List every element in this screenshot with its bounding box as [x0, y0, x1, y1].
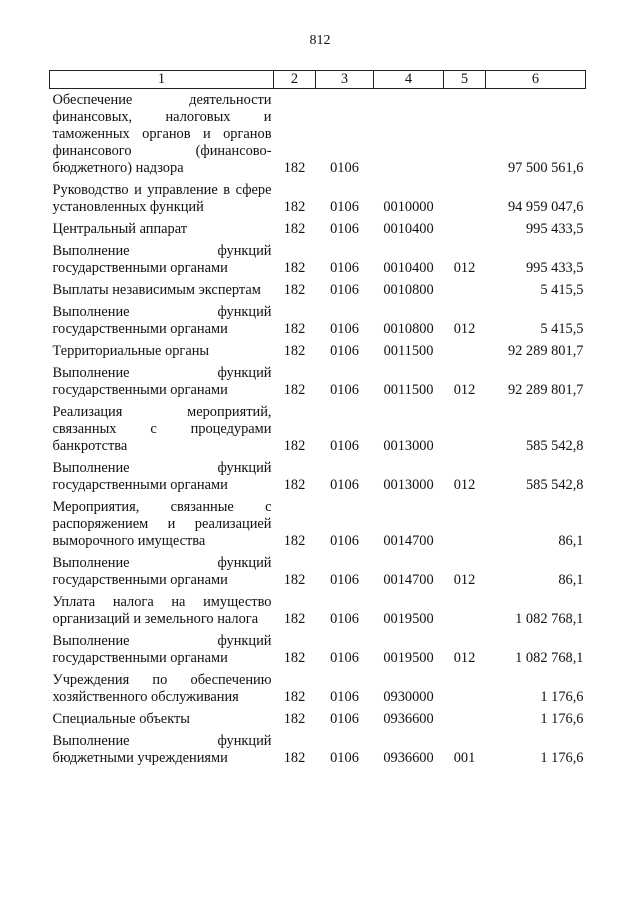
row-expense-code: [444, 401, 486, 457]
row-name: Мероприятия, связанные с распоряжением и реализацией выморочного имущества: [52, 499, 272, 549]
table-row: [50, 240, 586, 279]
row-amount: 92 289 801,7: [507, 382, 584, 398]
row-gr-code: 182: [283, 382, 306, 398]
row-target-code: 0014700: [383, 533, 434, 549]
row-expense-code: [444, 496, 486, 552]
table-row: [50, 301, 586, 340]
row-target-code: 0011500: [383, 343, 434, 359]
row-gr-code: 182: [283, 438, 306, 454]
row-name: Реализация мероприятий, связанных с процедурами банкротства: [52, 404, 272, 454]
row-section-code: 0106: [330, 689, 359, 705]
row-gr-code: 182: [283, 160, 306, 176]
row-target-code: 0010400: [383, 221, 434, 237]
row-section-code: 0106: [330, 750, 359, 766]
table-row: [50, 89, 586, 180]
row-target-code: 0936600: [383, 711, 434, 727]
header-col-5: 5: [444, 71, 486, 89]
header-row: [50, 71, 586, 89]
row-expense-code: [444, 179, 486, 218]
row-amount: 1 176,6: [540, 689, 584, 705]
row-section-code: 0106: [330, 199, 359, 215]
row-expense-code: [444, 591, 486, 630]
row-amount: 585 542,8: [525, 438, 584, 454]
row-amount: 585 542,8: [525, 477, 584, 493]
row-gr-code: 182: [283, 750, 306, 766]
row-expense-code: 012: [453, 572, 476, 588]
row-target-code: 0019500: [383, 650, 434, 666]
row-expense-code: 012: [453, 382, 476, 398]
header-col-6: 6: [486, 71, 586, 89]
row-name: Уплата налога на имущество организаций и земельного налога: [52, 594, 272, 627]
table-row: [50, 218, 586, 240]
table-row: [50, 362, 586, 401]
table-row: [50, 730, 586, 769]
row-expense-code: 012: [453, 321, 476, 337]
row-section-code: 0106: [330, 477, 359, 493]
row-expense-code: [444, 89, 486, 180]
row-name: Выполнение функций бюджетными учреждениями: [52, 733, 272, 766]
row-gr-code: 182: [283, 689, 306, 705]
row-gr-code: 182: [283, 221, 306, 237]
header-col-1: 1: [50, 71, 274, 89]
row-name: Выполнение функций государственными органами: [52, 304, 272, 337]
header-col-2: 2: [274, 71, 316, 89]
row-target-code: [374, 89, 444, 180]
row-expense-code: 012: [453, 260, 476, 276]
budget-table: [49, 70, 586, 769]
row-gr-code: 182: [283, 611, 306, 627]
table-row: [50, 401, 586, 457]
row-section-code: 0106: [330, 382, 359, 398]
table-row: [50, 669, 586, 708]
row-section-code: 0106: [330, 711, 359, 727]
row-section-code: 0106: [330, 260, 359, 276]
page-number: 812: [309, 33, 331, 48]
row-target-code: 0013000: [383, 477, 434, 493]
row-target-code: 0014700: [383, 572, 434, 588]
row-name: Выполнение функций государственными органами: [52, 460, 272, 493]
row-target-code: 0010000: [383, 199, 434, 215]
row-expense-code: [444, 669, 486, 708]
row-name: Территориальные органы: [52, 343, 210, 359]
row-target-code: 0930000: [383, 689, 434, 705]
row-amount: 86,1: [558, 533, 584, 549]
row-name: Выполнение функций государственными органами: [52, 243, 272, 276]
table-row: [50, 708, 586, 730]
row-expense-code: 012: [453, 477, 476, 493]
row-section-code: 0106: [330, 572, 359, 588]
table-row: [50, 340, 586, 362]
row-name: Учреждения по обеспечению хозяйственного обслуживания: [52, 672, 272, 705]
row-target-code: 0011500: [383, 382, 434, 398]
row-amount: 5 415,5: [540, 321, 584, 337]
table-row: [50, 496, 586, 552]
row-amount: 1 176,6: [540, 711, 584, 727]
row-expense-code: [444, 340, 486, 362]
row-section-code: 0106: [330, 611, 359, 627]
row-name: Выполнение функций государственными органами: [52, 555, 272, 588]
row-expense-code: 012: [453, 650, 476, 666]
table-header: [50, 71, 586, 89]
row-amount: 1 176,6: [540, 750, 584, 766]
row-section-code: 0106: [330, 438, 359, 454]
row-amount: 1 082 768,1: [515, 611, 584, 627]
row-amount: 1 082 768,1: [515, 650, 584, 666]
row-section-code: 0106: [330, 282, 359, 298]
row-name: Специальные объекты: [52, 711, 190, 727]
row-section-code: 0106: [330, 160, 359, 176]
row-gr-code: 182: [283, 533, 306, 549]
header-col-4: 4: [374, 71, 444, 89]
row-name: Выполнение функций государственными органами: [52, 633, 272, 666]
row-section-code: 0106: [330, 343, 359, 359]
row-name: Центральный аппарат: [52, 221, 188, 237]
table-row: [50, 630, 586, 669]
row-section-code: 0106: [330, 650, 359, 666]
row-name: Выплаты независимым экспертам: [52, 282, 261, 298]
row-target-code: 0936600: [383, 750, 434, 766]
row-expense-code: [444, 279, 486, 301]
row-amount: 86,1: [558, 572, 584, 588]
table-row: [50, 591, 586, 630]
row-target-code: 0010800: [383, 282, 434, 298]
row-section-code: 0106: [330, 533, 359, 549]
table-row: [50, 552, 586, 591]
row-amount: 94 959 047,6: [507, 199, 584, 215]
table-body: [50, 89, 586, 770]
row-gr-code: 182: [283, 650, 306, 666]
table-row: [50, 179, 586, 218]
row-gr-code: 182: [283, 477, 306, 493]
row-amount: 97 500 561,6: [507, 160, 584, 176]
row-target-code: 0013000: [383, 438, 434, 454]
row-name: Обеспечение деятельности финансовых, налоговых и таможенных органов и органов финансового (финансово-бюджетного) надзора: [52, 92, 272, 176]
row-target-code: 0010400: [383, 260, 434, 276]
row-gr-code: 182: [283, 282, 306, 298]
row-gr-code: 182: [283, 321, 306, 337]
row-amount: 92 289 801,7: [507, 343, 584, 359]
table-row: [50, 457, 586, 496]
row-amount: 995 433,5: [525, 221, 584, 237]
row-section-code: 0106: [330, 321, 359, 337]
row-expense-code: [444, 218, 486, 240]
row-amount: 995 433,5: [525, 260, 584, 276]
row-gr-code: 182: [283, 711, 306, 727]
table-row: [50, 279, 586, 301]
row-gr-code: 182: [283, 260, 306, 276]
row-target-code: 0010800: [383, 321, 434, 337]
row-name: Руководство и управление в сфере установленных функций: [52, 182, 272, 215]
row-gr-code: 182: [283, 199, 306, 215]
row-target-code: 0019500: [383, 611, 434, 627]
row-gr-code: 182: [283, 572, 306, 588]
row-section-code: 0106: [330, 221, 359, 237]
row-expense-code: 001: [453, 750, 476, 766]
row-name: Выполнение функций государственными органами: [52, 365, 272, 398]
row-gr-code: 182: [283, 343, 306, 359]
header-col-3: 3: [316, 71, 374, 89]
row-expense-code: [444, 708, 486, 730]
row-amount: 5 415,5: [540, 282, 584, 298]
